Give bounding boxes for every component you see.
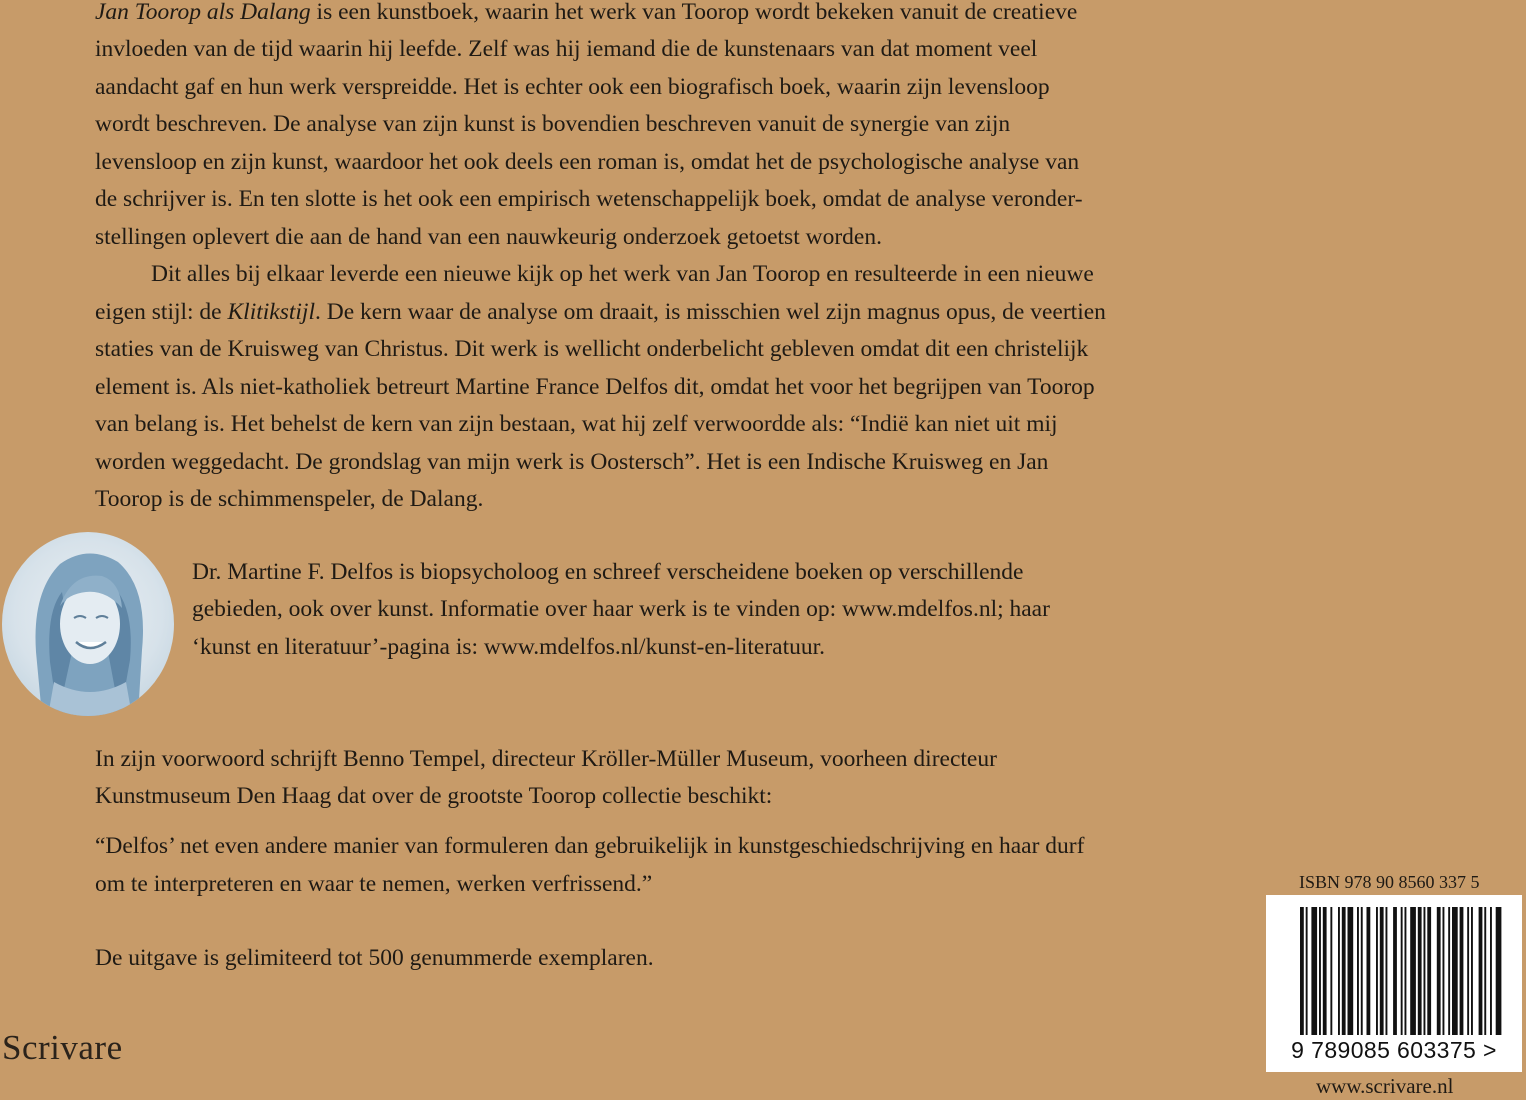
description-line: Dit alles bij elkaar leverde een nieuwe kijk op het werk van Jan Toorop en resulteerde in een nieuwe bbox=[151, 261, 1094, 287]
bio-line: gebieden, ook over kunst. Informatie over haar werk is te vinden op: www.mdelfos.nl; haar bbox=[192, 596, 1050, 622]
isbn-text: ISBN 978 90 8560 337 5 bbox=[1299, 872, 1480, 892]
description-line: Jan Toorop als Dalang is een kunstboek, waarin het werk van Toorop wordt bekeken vanuit de creatieve bbox=[95, 0, 1078, 25]
description-line: wordt beschreven. De analyse van zijn kunst is bovendien beschreven vanuit de synergie van zijn bbox=[95, 111, 1011, 137]
description-line: van belang is. Het behelst de kern van zijn bestaan, wat hij zelf verwoordde als: “Indië kan niet uit mij bbox=[95, 411, 1058, 437]
author-portrait bbox=[2, 532, 174, 716]
description-line: element is. Als niet-katholiek betreurt Martine France Delfos dit, omdat het voor het begrijpen van Toorop bbox=[95, 374, 1095, 400]
book-title: Jan Toorop als Dalang bbox=[95, 0, 311, 25]
foreword-line: In zijn voorwoord schrijft Benno Tempel, directeur Kröller-Müller Museum, voorheen directeur bbox=[95, 746, 997, 772]
description-line: Toorop is de schimmenspeler, de Dalang. bbox=[95, 486, 484, 512]
publisher-url: www.scrivare.nl bbox=[1316, 1074, 1454, 1098]
description-line: staties van de Kruisweg van Christus. Dit werk is wellicht onderbelicht gebleven omdat dit een christelijk bbox=[95, 336, 1089, 362]
limited-edition-note: De uitgave is gelimiteerd tot 500 genummerde exemplaren. bbox=[95, 945, 654, 971]
barcode bbox=[1266, 895, 1522, 1072]
description-line: aandacht gaf en hun werk verspreidde. Het is echter ook een biografisch boek, waarin zijn levensloop bbox=[95, 74, 1050, 100]
foreword-quote: “Delfos’ net even andere manier van formuleren dan gebruikelijk in kunstgeschiedschrijving en haar durf bbox=[95, 833, 1085, 859]
barcode-digits: 9 789085 603375 > bbox=[1291, 1037, 1497, 1063]
description-line: invloeden van de tijd waarin hij leefde. Zelf was hij iemand die de kunstenaars van dat moment veel bbox=[95, 36, 1038, 62]
description-line: worden weggedacht. De grondslag van mijn werk is Oostersch”. Het is een Indische Kruisweg en Jan bbox=[95, 449, 1049, 475]
description-line: levensloop en zijn kunst, waardoor het ook deels een roman is, omdat het de psychologische analyse van bbox=[95, 149, 1080, 175]
description-line: de schrijver is. En ten slotte is het ook een empirisch wetenschappelijk boek, omdat de analyse veronder- bbox=[95, 186, 1083, 212]
style-name: Klitikstijl bbox=[227, 299, 315, 325]
foreword-line: Kunstmuseum Den Haag dat over de grootste Toorop collectie beschikt: bbox=[95, 783, 773, 809]
bio-line: ‘kunst en literatuur’-pagina is: www.mdelfos.nl/kunst-en-literatuur. bbox=[192, 634, 826, 660]
publisher-logo: Scrivare bbox=[2, 1028, 123, 1067]
foreword-quote: om te interpreteren en waar te nemen, werken verfrissend.” bbox=[95, 871, 653, 897]
description-line: stellingen oplevert die aan de hand van een nauwkeurig onderzoek getoetst worden. bbox=[95, 224, 882, 250]
description-line: eigen stijl: de Klitikstijl. De kern waar de analyse om draait, is misschien wel zijn magnus opus, de veertien bbox=[95, 299, 1106, 325]
bio-line: Dr. Martine F. Delfos is biopsycholoog en schreef verscheidene boeken op verschillende bbox=[192, 559, 1024, 585]
